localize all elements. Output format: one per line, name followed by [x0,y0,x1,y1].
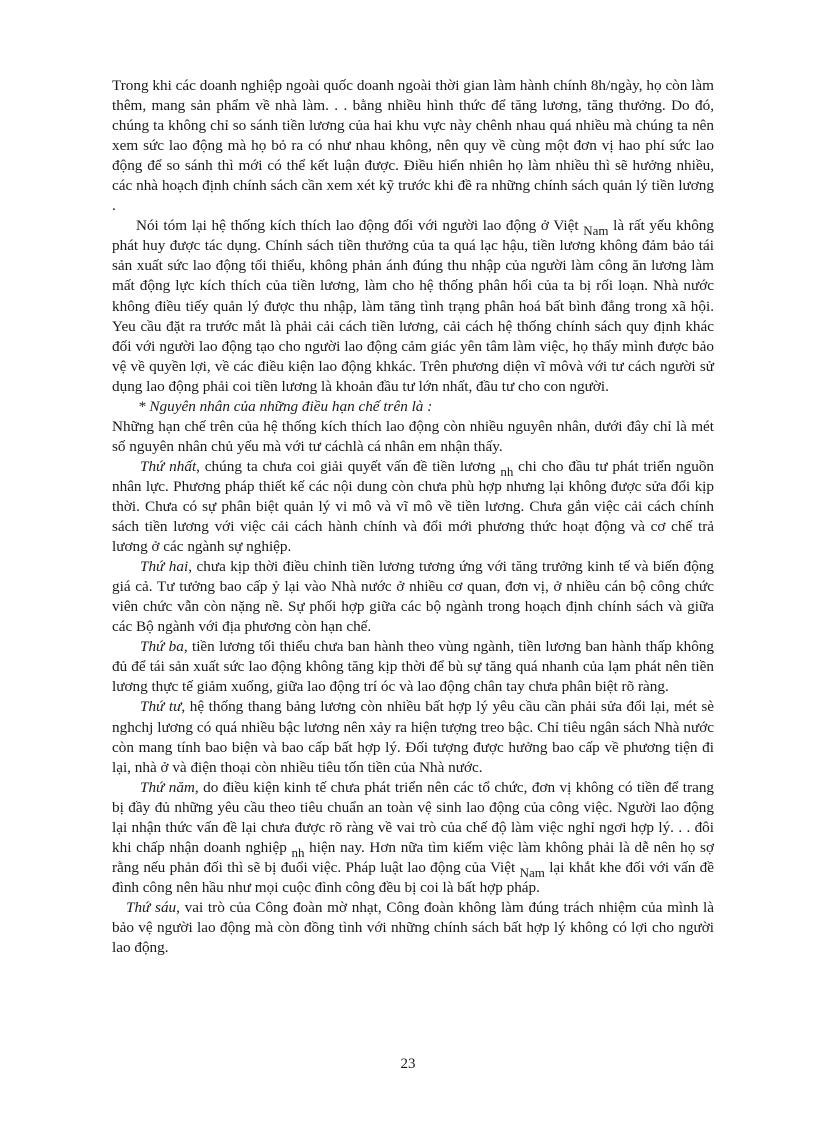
body-text [112,76,714,958]
paragraph: Thứ hai, chưa kịp thời điều chỉnh tiền lương tương ứng với tăng trưởng kinh tế và biến động giá cả. Tư tưởng bao cấp ỷ lại vào Nhà nước ở nhiều cơ quan, đơn vị, ở nhiều cán bộ công chức viên chức vẫn còn nặng nề. Sự phối hợp giữa các bộ ngành trong hoạch định chính sách và giữa các Bộ ngành với địa phương còn hạn chế. [112,558,714,636]
section-heading: * Nguyên nhân của những điều hạn chế trên là : [138,397,433,415]
page-number: 23 [400,1056,416,1072]
paragraph: Những hạn chế trên của hệ thống kích thích lao động còn nhiều nguyên nhân, dưới đây chỉ là mét số nguyên nhân chủ yếu mà với tư cáchlà cá nhân em nhận thấy. [112,417,714,455]
paragraph: Trong khi các doanh nghiệp ngoài quốc doanh ngoài thời gian làm hành chính 8h/ngày, họ còn làm thêm, mang sản phẩm về nhà làm. . . bằng nhiều hình thức để tăng lương, tăng thưởng. Do đó, chúng ta không chỉ so sánh tiền lương của hai khu vực này chênh nhau quá nhiều mà chúng ta nên xem sức lao động mà họ bỏ ra có như nhau không, nên quy về cùng một đơn vị hao phí sức lao động để so sánh thì mới có thể kết luận được. Điều hiển nhiên họ làm nhiều thì sẽ hưởng nhiều, các nhà hoạch định chính sách cần xem xét kỹ trước khi đề ra những chính sách quản lý tiền lương . [112,77,714,215]
paragraph: Thứ ba, tiền lương tối thiểu chưa ban hành theo vùng ngành, tiền lương ban hành thấp không đủ để tái sản xuất sức lao động không tăng kịp thời để bù sự tăng quá nhanh của lạm phát nên tiền lương thực tế giảm xuống, giữa lao động trí óc và lao động chân tay chưa phân biệt rõ ràng. [112,638,714,696]
paragraph: Thứ năm, do điều kiện kinh tế chưa phát triển nên các tổ chức, đơn vị không có tiền để trang bị đầy đủ những yêu cầu theo tiêu chuẩn an toàn vệ sinh lao động của công việc. Người lao động lại nhận thức vấn đề lại chưa được rõ ràng về vai trò của chế độ làm việc nghỉ ngơi hợp lý. . . đôi khi chấp nhận doanh nghiệp nh hiện nay. Hơn nữa tìm kiếm việc làm không phải là dễ nên họ sợ rằng nếu phản đối thì sẽ bị đuổi việc. Pháp luật lao động của Việt Nam lại khắt khe đối với vấn đề đình công nên hầu như mọi cuộc đình công đều bị coi là bất hợp pháp. [112,778,715,896]
paragraph: Thứ sáu, vai trò của Công đoàn mờ nhạt, Công đoàn không làm đúng trách nhiệm của mình là bảo vệ người lao động mà còn đồng tình với những chính sách bất hợp lý không có lợi cho người lao động. [112,898,714,957]
paragraph: Thứ nhất, chúng ta chưa coi giải quyết vấn đề tiền lương nh chi cho đầu tư phát triển nguồn nhân lực. Phương pháp thiết kế các nội dung còn chưa phù hợp nhưng lại không được sửa đổi kịp thời. Chưa có sự phân biệt quản lý vi mô và vĩ mô về tiền lương. Chưa gắn việc cải cách chính sách tiền lương với việc cải cách hành chính và đổi mới phương thức hoạt động và cơ chế trả lương ở các ngành sự nghiệp. [112,457,715,556]
paragraph: Thứ tư, hệ thống thang bảng lương còn nhiều bất hợp lý yêu cầu cần phải sửa đổi lại, mét sè nghchj lương có quá nhiều bậc lương nên xảy ra hiện tượng treo bậc. Chỉ tiêu ngân sách Nhà nước còn mang tính bao biện và bao cấp bất hợp lý. Đối tượng được hưởng bao cấp về phương tiện đi lại, nhà ở và điện thoại còn nhiều tiêu tốn tiền của Nhà nước. [112,698,715,776]
paragraph: Nói tóm lại hệ thống kích thích lao động đối với người lao động ở Việt Nam là rất yếu không phát huy được tác dụng. Chính sách tiền thưởng của ta quá lạc hậu, tiền lương không đảm bảo tái sản xuất sức lao động tối thiểu, không phản ánh đúng thu nhập của người làm công ăn lương làm mất động lực kích thích của tiền lương, làm cho hệ thống phân hối của ta bị rối loạn. Nhà nước không điều tiếy quản lý được thu nhập, làm tăng tình trạng phân hoá bất bình đẳng trong xã hội. Yeu cầu đặt ra trước mắt là phải cải cách tiền lương, cải cách hệ thống chính sách quy định khác đối với người lao động tạo cho người lao động cảm giác yên tâm làm việc, họ thấy mình được bảo vệ về quyền lợi, về các điều kiện lao động khkác. Trên phương diện vĩ môvà với tư cách người sử dụng lao động phải coi tiền lương là khoản đầu tư lớn nhất, đầu tư cho con người. [112,217,714,395]
